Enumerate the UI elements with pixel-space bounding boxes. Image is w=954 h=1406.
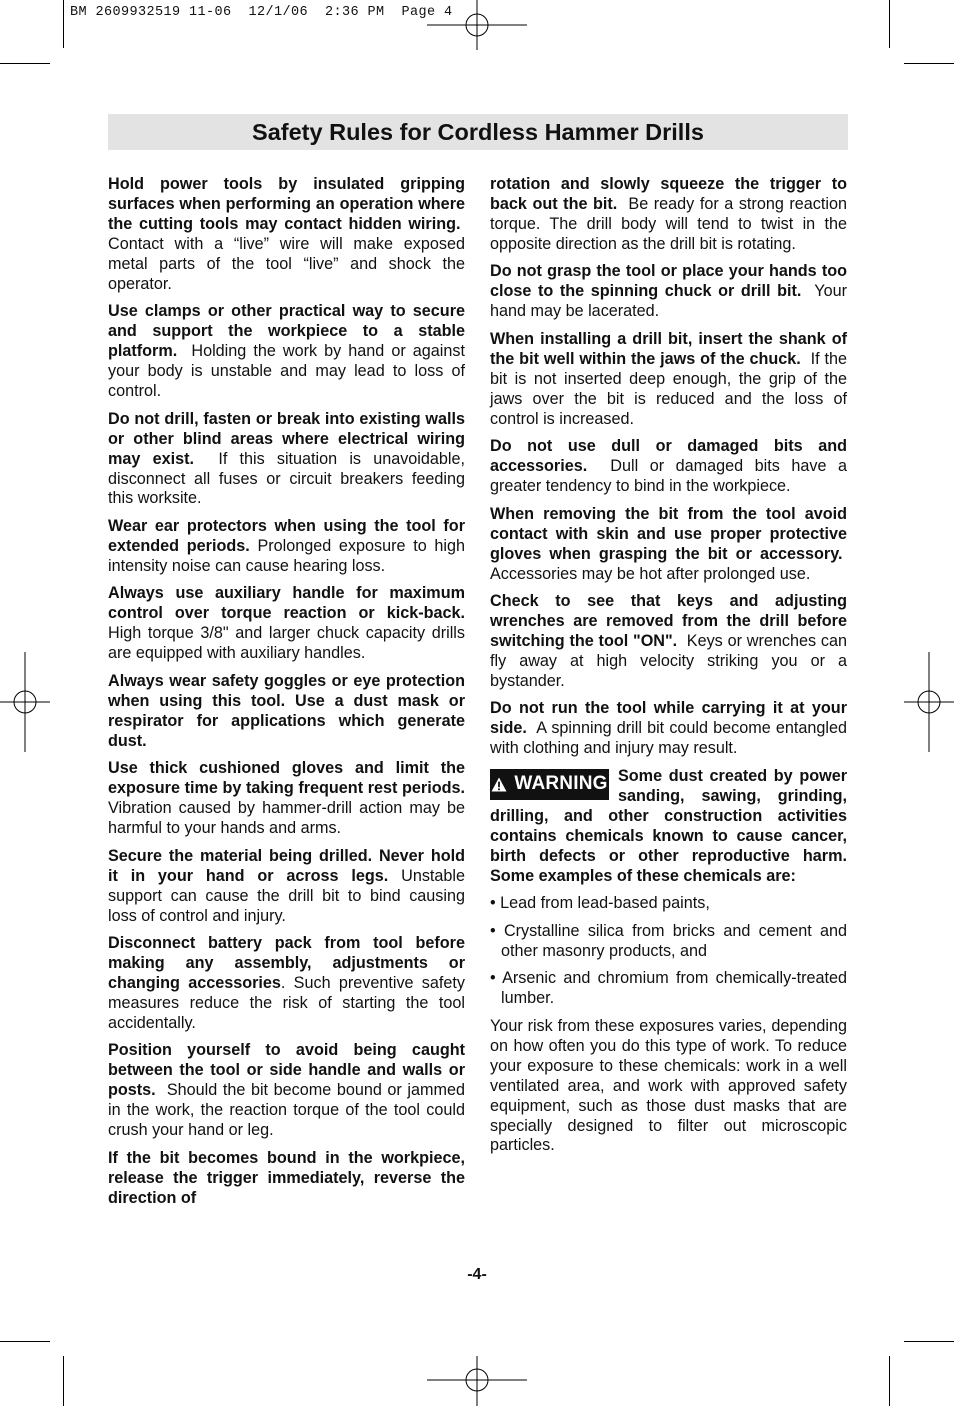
rule-heading: rotation and slowly squeeze the trigger to back out the bit. [490, 175, 847, 213]
rule-text: Dull or damaged bits have a greater tendency to bind in the workpiece. [490, 457, 847, 496]
safety-rule [108, 672, 465, 752]
bullet-item: • Crystalline silica from bricks and cement and other masonry products, and [490, 921, 847, 960]
warning-block [490, 767, 847, 887]
rule-text: Vibration caused by hammer-drill action may be harmful to your hands and arms. [108, 799, 465, 838]
safety-rule [108, 1149, 465, 1209]
rule-heading: Do not grasp the tool or place your hands too close to the spinning chuck or drill bit. [490, 262, 847, 301]
rule-text: . Such preventive safety measures reduce the risk of starting the tool accidentally. [108, 974, 465, 1032]
rule-heading: Use clamps or other practical way to secure and support the workpiece to a stable platform. [108, 302, 465, 361]
safety-rule [108, 934, 465, 1034]
safety-rule [108, 410, 465, 510]
safety-rule [108, 175, 465, 295]
safety-rule [490, 262, 847, 322]
crop-mark [0, 63, 50, 64]
rule-text: Your hand may be lacerated. [490, 282, 847, 321]
rule-heading: When installing a drill bit, insert the shank of the bit well within the jaws of the chuck. [490, 329, 847, 368]
printer-slug: BM 2609932519 11-06 12/1/06 2:36 PM Page 4 [70, 5, 453, 20]
page-number: -4- [467, 1266, 487, 1283]
rule-heading: When removing the bit from the tool avoid contact with skin and use proper protective gloves when grasping the bit or accessory. [490, 504, 847, 563]
rule-heading: If the bit becomes bound in the workpiece, release the trigger immediately, reverse the direction of [108, 1148, 465, 1207]
page-title: Safety Rules for Cordless Hammer Drills [252, 118, 704, 145]
safety-rule [490, 699, 847, 759]
registration-mark-bottom [427, 1356, 527, 1406]
rule-heading: Position yourself to avoid being caught between the tool or side handle and walls or posts. [108, 1041, 465, 1100]
safety-rule [490, 437, 847, 497]
rule-heading: Do not run the tool while carrying it at your side. [490, 699, 847, 738]
crop-mark [904, 1341, 954, 1342]
rule-heading: Always wear safety goggles or eye protection when using this tool. Use a dust mask or respirator for applications which generate dust. [108, 671, 465, 750]
rule-text: Prolonged exposure to high intensity noise can cause hearing loss. [108, 536, 466, 575]
rule-text: Contact with a “live” wire will make exposed metal parts of the tool “live” and shock the operator. [108, 234, 465, 293]
safety-rule [490, 592, 847, 692]
registration-mark-left [0, 652, 50, 752]
left-column [108, 175, 465, 1216]
rule-text: If the bit is not inserted deep enough, the grip of the jaws over the bit is reduced and the loss of control is increased. [490, 349, 847, 428]
crop-mark [889, 0, 890, 48]
safety-rule [108, 847, 465, 927]
bullet-item: • Arsenic and chromium from chemically-treated lumber. [490, 969, 847, 1008]
title-bar [108, 114, 848, 150]
crop-mark [889, 1356, 890, 1406]
registration-mark-top [427, 0, 527, 50]
rule-heading: Disconnect battery pack from tool before making any assembly, adjustments or changing accessories [108, 934, 465, 993]
closing-paragraph: Your risk from these exposures varies, depending on how often you do this type of work. To reduce your exposure to these chemicals: work in a well ventilated area, and work with approved safety equipment, such as those dust masks that are specially designed to filter out microscopic particles. [490, 1016, 847, 1155]
safety-rule [490, 505, 847, 585]
crop-mark [63, 1356, 64, 1406]
crop-mark [904, 63, 954, 64]
right-column [490, 175, 847, 1164]
warning-text: Some dust created by power sanding, sawing, grinding, drilling, and other construction activities contains chemicals known to cause cancer, birth defects or other reproductive harm. Some examples of these chemicals are: [490, 766, 847, 885]
warning-triangle-icon [491, 777, 507, 792]
bullet-item: • Lead from lead-based paints, [490, 894, 710, 913]
rule-text: A spinning drill bit could become entangled with clothing and injury may result. [490, 719, 847, 758]
rule-text: Accessories may be hot after prolonged use. [490, 564, 811, 583]
rule-heading: Secure the material being drilled. Never hold it in your hand or across legs. [108, 846, 465, 885]
crop-mark [63, 0, 64, 48]
safety-rule [108, 517, 465, 577]
safety-rule [108, 584, 465, 664]
warning-badge [490, 769, 609, 800]
rule-heading: Do not drill, fasten or break into existing walls or other blind areas where electrical wiring may exist. [108, 409, 465, 468]
safety-rule [108, 1041, 465, 1141]
rule-text: Holding the work by hand or against your body is unstable and may lead to loss of control. [108, 342, 465, 401]
safety-rule [108, 759, 465, 839]
rule-heading: Check to see that keys and adjusting wrenches are removed from the drill before switching the tool "ON". [490, 592, 847, 650]
rule-text: Should the bit become bound or jammed in the work, the reaction torque of the tool could crush your hand or leg. [108, 1081, 465, 1140]
rule-heading: Hold power tools by insulated gripping surfaces when performing an operation where the cutting tools may contact hidden wiring. [108, 175, 465, 233]
rule-text: Keys or wrenches can fly away at high velocity striking you or a bystander. [490, 631, 847, 690]
rule-text: If this situation is unavoidable, disconnect all fuses or circuit breakers feeding this worksite. [108, 449, 465, 508]
rule-heading: Always use auxiliary handle for maximum control over torque reaction or kick-back. [108, 584, 465, 623]
rule-text: High torque 3/8" and larger chuck capacity drills are equipped with auxiliary handles. [108, 624, 465, 663]
crop-mark [0, 1341, 50, 1342]
rule-text: Unstable support can cause the drill bit to bind causing loss of control and injury. [108, 866, 466, 925]
registration-mark-right [904, 652, 954, 752]
safety-rule [490, 175, 847, 255]
rule-text: Be ready for a strong reaction torque. The drill body will tend to twist in the opposite direction as the drill bit is rotating. [490, 194, 847, 253]
warning-label: WARNING [514, 773, 608, 795]
safety-rule [490, 330, 847, 430]
rule-heading: Wear ear protectors when using the tool for extended periods. [108, 517, 465, 555]
rule-heading: Use thick cushioned gloves and limit the exposure time by taking frequent rest periods. [108, 759, 465, 798]
rule-heading: Do not use dull or damaged bits and accessories. [490, 437, 847, 476]
safety-rule [108, 302, 465, 402]
